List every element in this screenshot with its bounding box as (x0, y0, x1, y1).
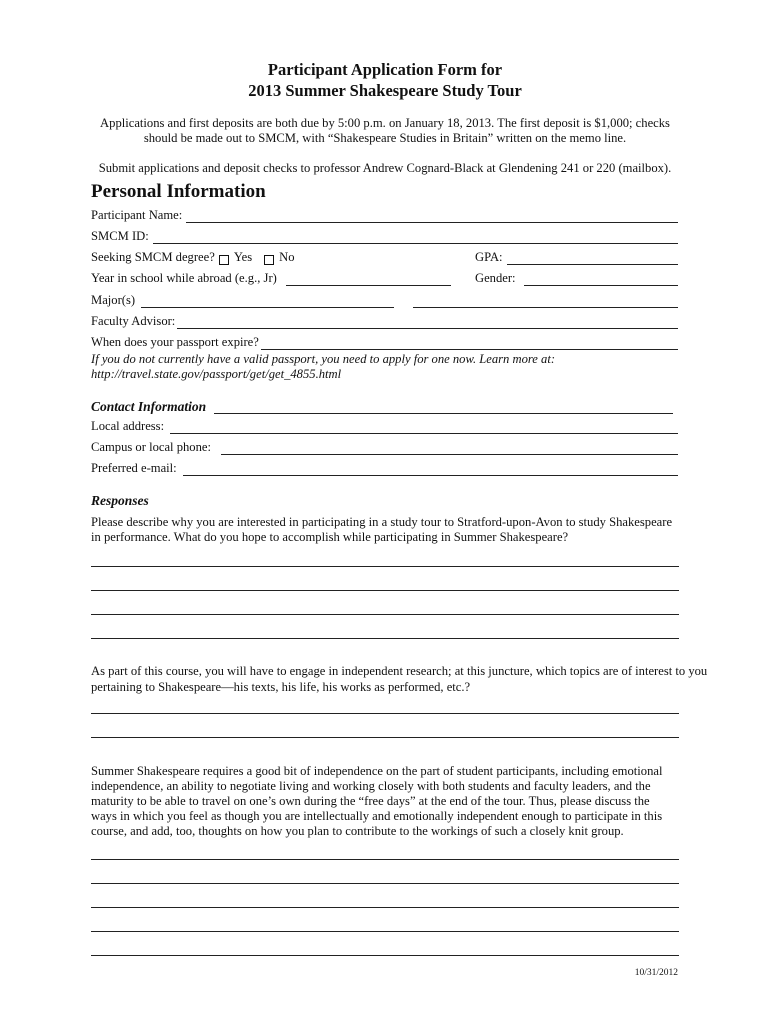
intro-line1: Applications and first deposits are both due by 5:00 p.m. on January 18, 2013. The first deposit is $1,000; checks (100, 116, 670, 130)
email-field[interactable] (183, 463, 678, 476)
major-field-2[interactable] (413, 295, 678, 308)
majors-row (91, 292, 394, 308)
answer1-line[interactable] (91, 566, 679, 567)
local-address-field[interactable] (170, 421, 678, 434)
gender-label: Gender: (475, 271, 516, 285)
degree-yes-checkbox[interactable] (219, 255, 229, 265)
seeking-degree-row (91, 249, 351, 265)
year-in-school-field[interactable] (286, 273, 451, 286)
gender-row (475, 270, 678, 286)
form-title-line2: 2013 Summer Shakespeare Study Tour (248, 81, 522, 100)
answer3-line[interactable] (91, 931, 679, 932)
faculty-advisor-label: Faculty Advisor: (91, 314, 176, 328)
smcm-id-row (91, 228, 678, 244)
answer3-line[interactable] (91, 907, 679, 908)
degree-no-checkbox[interactable] (264, 255, 274, 265)
responses-heading: Responses (91, 493, 149, 508)
passport-expire-row (91, 334, 678, 350)
passport-note-line1: If you do not currently have a valid passport, you need to apply for one now. Learn more at: (91, 352, 556, 366)
passport-expire-label: When does your passport expire? (91, 335, 259, 349)
gpa-row (475, 249, 678, 265)
answer3-line[interactable] (91, 883, 679, 884)
email-row (91, 460, 678, 476)
majors-label: Major(s) (91, 293, 136, 307)
answer3-line[interactable] (91, 859, 679, 860)
answer2-line[interactable] (91, 737, 679, 738)
gpa-field[interactable] (507, 252, 678, 265)
question1-line2: in performance. What do you hope to accomplish while participating in Summer Shakespeare? (91, 530, 569, 544)
phone-row (91, 439, 678, 455)
faculty-advisor-row (91, 313, 678, 329)
form-title-line1: Participant Application Form for (267, 60, 503, 79)
local-address-row (91, 418, 678, 434)
year-in-school-label: Year in school while abroad (e.g., Jr) (91, 271, 277, 285)
answer3-line[interactable] (91, 955, 679, 956)
smcm-id-label: SMCM ID: (91, 229, 149, 243)
passport-note-link[interactable]: http://travel.state.gov/passport/get/get_4855.html (91, 367, 342, 381)
participant-name-field[interactable] (186, 210, 678, 223)
intro-line3: Submit applications and deposit checks to professor Andrew Cognard-Black at Glendening 241 or 220 (mailbox). (98, 161, 672, 175)
question3-line3: maturity to be able to travel on one’s own during the “free days” at the end of the tour. Thus, please discuss the (91, 794, 650, 808)
degree-yes-label: Yes (233, 250, 253, 264)
email-label: Preferred e-mail: (91, 461, 177, 475)
answer1-line[interactable] (91, 590, 679, 591)
personal-info-heading: Personal Information (91, 181, 266, 202)
question3-line5: course, and add, too, thoughts on how you plan to contribute to the workings of such a closely knit group. (91, 824, 624, 838)
degree-no-label: No (279, 250, 295, 264)
major2-row (413, 292, 678, 308)
contact-info-heading-row (91, 396, 673, 414)
question2-line1: As part of this course, you will have to engage in independent research; at this juncture, which topics are of interest to you (91, 664, 708, 678)
local-address-label: Local address: (91, 419, 165, 433)
phone-field[interactable] (221, 442, 678, 455)
question3-line2: independence, an ability to negotiate living and working closely with both students and faculty leaders, and the (91, 779, 651, 793)
revision-date: 10/31/2012 (634, 968, 678, 978)
participant-name-row (91, 207, 678, 223)
participant-name-label: Participant Name: (91, 208, 183, 222)
seeking-degree-label: Seeking SMCM degree? (91, 250, 215, 264)
question1-line1: Please describe why you are interested in participating in a study tour to Stratford-upon-Avon to study Shakespeare (91, 515, 673, 529)
faculty-advisor-field[interactable] (177, 316, 678, 329)
smcm-id-field[interactable] (153, 231, 678, 244)
question3-line1: Summer Shakespeare requires a good bit of independence on the part of student participants, including emotional (91, 764, 663, 778)
phone-label: Campus or local phone: (91, 440, 211, 454)
answer2-line[interactable] (91, 713, 679, 714)
passport-expire-field[interactable] (261, 337, 678, 350)
answer1-line[interactable] (91, 638, 679, 639)
question3-line4: ways in which you feel as though you are intellectually and emotionally independent enough to participate in this (91, 809, 663, 823)
gpa-label: GPA: (475, 250, 503, 264)
intro-line2: should be made out to SMCM, with “Shakespeare Studies in Britain” written on the memo line. (143, 131, 627, 145)
question2-line2: pertaining to Shakespeare—his texts, his life, his works as performed, etc.? (91, 680, 471, 694)
contact-heading-rule (214, 401, 673, 414)
contact-info-heading: Contact Information (91, 399, 207, 414)
gender-field[interactable] (524, 273, 678, 286)
major-field-1[interactable] (141, 295, 394, 308)
answer1-line[interactable] (91, 614, 679, 615)
year-in-school-row (91, 270, 451, 286)
